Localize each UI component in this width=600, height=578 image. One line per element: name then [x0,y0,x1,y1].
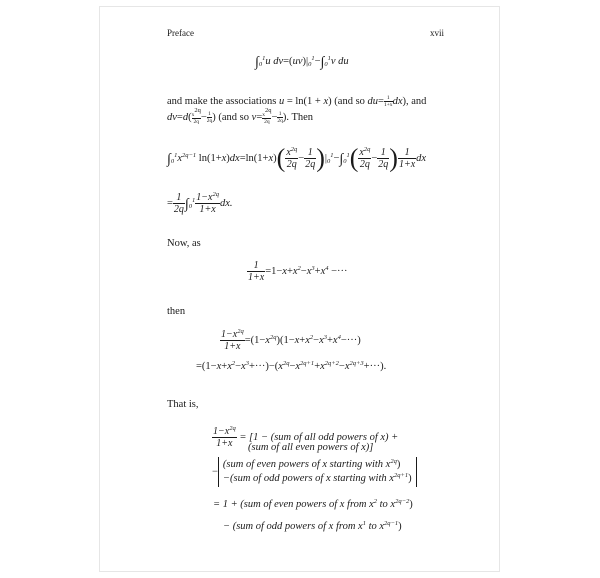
equation-product: $\frac{1-x^{2q}}{1+x}$ $=(1-x^{2q})(1-x+x^2-x^3+x^4-\cdot\cdot\cdot)$ [221,328,361,352]
equation-integral: $\int_0^1x^{2q-1}$ ln(1+x)dx=ln(1+x)( $\frac{x^{2q}}{2q}$ − $\frac{1}{2q}$ )$|_0^1-\int_0^1$( $\frac{x^{2q}}{2q}$ − $\frac{1}{2q}$ ) $\frac{1}{1+x}$ dx [167,143,427,173]
text-then: then [167,306,186,317]
equation-sums-line-5: = 1 + (sum of even powers of x from $x^2$ to $x^{2q-2}$) [213,498,413,510]
equation-product-expanded: $=(1-x+x^2-x^3+\cdot\cdot\cdot)-(x^{2q}-x^{2q+1}+x^{2q+2}-x^{2q+3}+\cdot\cdot\cdot)$. [196,360,387,372]
paragraph-line-2: dv=d( $\frac{x^{2q}}{2q}$ − $\frac{1}{2q}$ ) (and so v= $\frac{x^{2q}}{2q}$ − $\frac{1}{2q}$ ). Then [167,106,314,125]
equation-integration-by-parts: $\int_0^1u$ $dv=(uv)|_0^1-\int_0^1v$ du [255,55,349,70]
equation-sums-bracket: − (sum of even powers of x starting with $x^{2q}$) −(sum of odd powers of x starting with $x^{2q+1}$) [212,457,417,487]
equation-sums-line-1: $\frac{1-x^{2q}}{1+x}$ = [1 − (sum of all odd powers of x) + [213,425,399,449]
page-number: xvii [430,28,445,38]
text-that-is: That is, [167,399,199,410]
equation-geometric-series: $\frac{1}{1+x}$ $=1-x+x^2-x^3+x^4$ −··· [248,260,348,283]
running-header: Preface [167,28,194,38]
book-page [99,6,500,572]
equation-sums-line-6: − (sum of odd powers of x from $x^1$ to $x^{2q-1}$) [223,520,402,532]
equation-integral-result: = $\frac{1}{2q}$ $\int_0^1$ $\frac{1-x^{2q}}{1+x}$ dx. [167,191,233,215]
paragraph-line-1: and make the associations u = ln(1 + x) (and so du= $\frac{1}{1+x}$ dx), and [167,95,427,109]
equation-sums-line-2: (sum of all even powers of x)] [248,442,374,453]
text-now-as: Now, as [167,238,201,249]
